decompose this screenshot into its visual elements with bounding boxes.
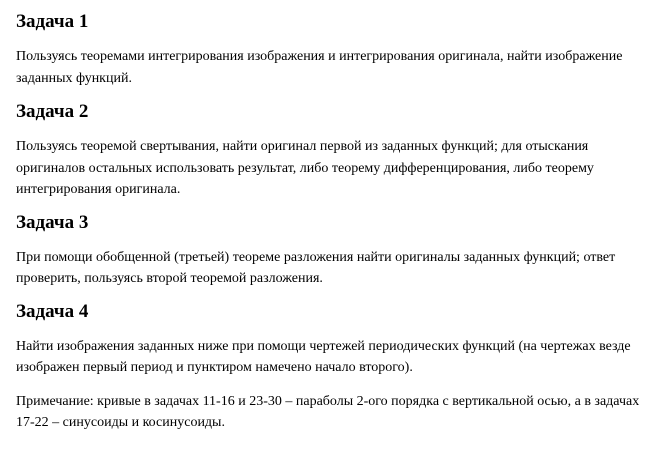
task-title: Задача 2 — [16, 101, 89, 122]
task-section-4 — [16, 300, 650, 379]
task-title: Задача 3 — [16, 211, 89, 233]
task-section-1 — [16, 10, 650, 89]
task-description: Пользуясь теоремой свертывания, найти оригинал первой из заданных функций; для отыскания оригиналов остальных использовать результат, либо теорему дифференцирования, либо теорему интегрирования оригинала. — [16, 139, 594, 197]
task-section-2 — [16, 100, 650, 201]
task-section-3 — [16, 211, 650, 290]
task-description: Пользуясь теоремами интегрирования изображения и интегрирования оригинала, найти изображение заданных функций. — [16, 49, 623, 86]
task-description: Найти изображения заданных ниже при помощи чертежей периодических функций (на чертежах везде изображен первый период и пунктиром намечено начало второго). — [16, 338, 631, 375]
task-title: Задача 4 — [16, 300, 89, 322]
note-paragraph: Примечание: кривые в задачах 11-16 и 23-30 – параболы 2-ого порядка с вертикальной осью, а в задачах 17-22 – синусоиды и косинусоиды. — [16, 393, 640, 430]
task-description: При помощи обобщенной (третьей) теореме разложения найти оригиналы заданных функций; ответ проверить, пользуясь второй теоремой разложения. — [16, 249, 616, 286]
task-title: Задача 1 — [16, 11, 89, 32]
